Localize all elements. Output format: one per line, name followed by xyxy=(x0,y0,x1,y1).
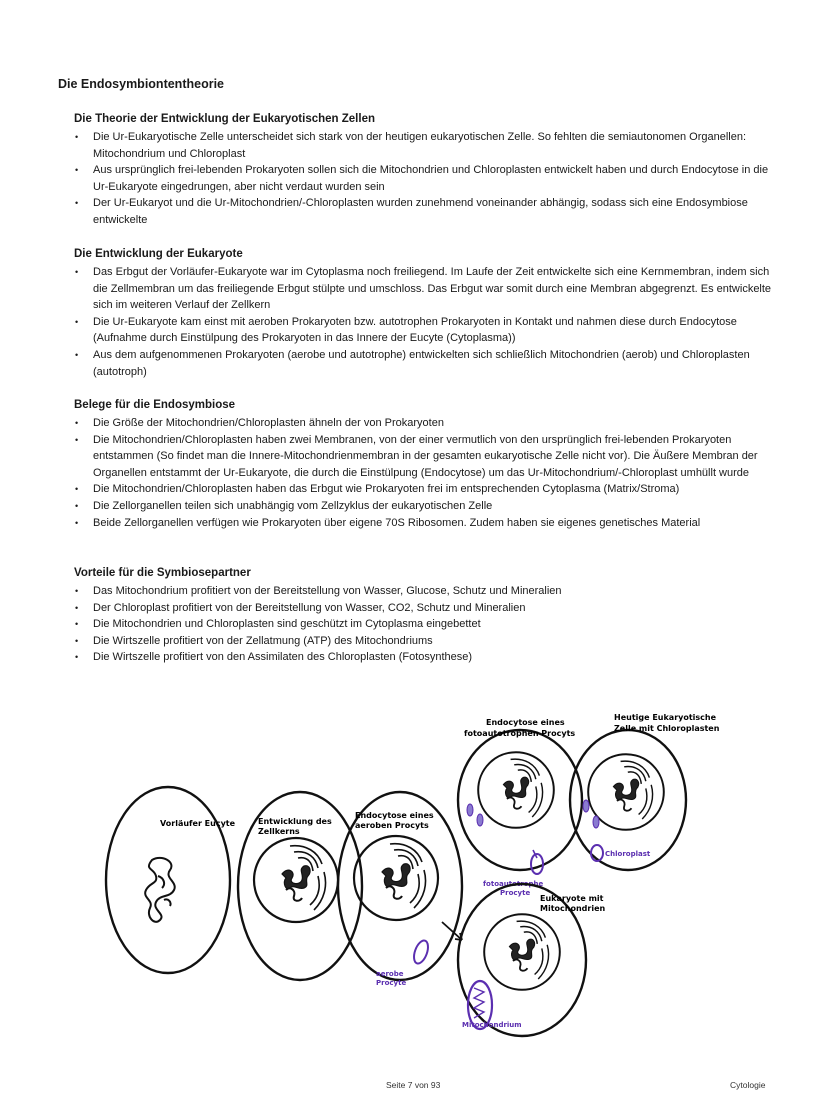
label-photo-1: Endocytose eines xyxy=(486,718,565,727)
section-heading: Vorteile für die Symbiosepartner xyxy=(74,567,251,579)
page-number: Seite 7 von 93 xyxy=(386,1080,441,1090)
label-photo-2: fotoautotrophen Procyts xyxy=(464,729,576,738)
section-theory xyxy=(74,113,774,229)
list-item: • Das Mitochondrium profitiert von der Bereitstellung von Wasser, Glucose, Schutz und Mineralien xyxy=(74,583,774,600)
list-item: • Die Wirtszelle profitiert von der Zellatmung (ATP) des Mitochondriums xyxy=(74,633,774,650)
list-item: • Aus ursprünglich frei-lebenden Prokaryoten sollen sich die Mitochondrien und Chloroplasten entwickelt haben und durch Endocytose in die Ur-Eukaryote eingedrungen, aber nicht verdaut wurden sein xyxy=(74,162,774,195)
list-item: • Aus dem aufgenommenen Prokaryoten (aerobe und autotrophe) entwickelten sich schließlich Mitochondrien (aerob) und Chloroplasten (autotroph) xyxy=(74,347,774,380)
label-mito-cell-2: Mitochondrien xyxy=(540,904,606,913)
section-advantages xyxy=(74,567,774,666)
label-nucleus-dev-1: Entwicklung des xyxy=(258,817,332,826)
cell-modern-chloroplast xyxy=(570,713,720,870)
cell-precursor xyxy=(106,787,236,973)
cell-phototrophic-endocytosis xyxy=(458,718,582,897)
label-photo-procyte-2: Procyte xyxy=(500,889,531,897)
cell-aerobic-endocytosis xyxy=(338,792,462,987)
list-item: • Das Erbgut der Vorläufer-Eukaryote war im Cytoplasma noch freiliegend. Im Laufe der Zeit entwickelte sich eine Kernmembran, indem sich die Zellmembran um das freiliegende Erbgut stülpte und umschloss. Das Erbgut war somit durch eine Membran abgegrenzt. Es entwickelte sich im weiteren Verlauf der Zellkern xyxy=(74,264,774,314)
label-mito-cell-1: Eukaryote mit xyxy=(540,894,604,903)
label-aerobic-procyte-1: aerobe xyxy=(376,970,404,978)
list-item: • Beide Zellorganellen verfügen wie Prokaryoten über eigene 70S Ribosomen. Zudem haben sie eigenes genetisches Material xyxy=(74,515,774,532)
label-aerobic-procyte-2: Procyte xyxy=(376,979,407,987)
section-evidence xyxy=(74,399,774,531)
list-item: • Die Mitochondrien/Chloroplasten haben das Erbgut wie Prokaryoten frei im entsprechenden Cytoplasma (Matrix/Stroma) xyxy=(74,481,774,498)
label-mitochondrium: Mitochondrium xyxy=(462,1021,522,1029)
label-photo-procyte-1: fotoautotrophe xyxy=(483,880,544,888)
cell-nucleus-development xyxy=(238,792,362,980)
section-heading: Die Entwicklung der Eukaryote xyxy=(74,248,243,260)
section-heading: Die Theorie der Entwicklung der Eukaryotischen Zellen xyxy=(74,113,375,125)
list-item: • Der Ur-Eukaryot und die Ur-Mitochondrien/-Chloroplasten wurden zunehmend voneinander abhängig, sodass sich eine Endosymbiose entwickelte xyxy=(74,195,774,228)
subject-label: Cytologie xyxy=(730,1080,766,1090)
endosymbiosis-diagram xyxy=(0,690,828,1050)
list-item: • Die Wirtszelle profitiert von den Assimilaten des Chloroplasten (Fotosynthese) xyxy=(74,649,774,666)
label-precursor: Vorläufer Eucyte xyxy=(160,819,236,828)
bullet-list xyxy=(74,129,774,229)
page-title: Die Endosymbiontentheorie xyxy=(58,77,224,91)
label-aerobic-2: aeroben Procyts xyxy=(355,821,429,830)
section-development xyxy=(74,248,774,380)
bullet-list xyxy=(74,415,774,531)
label-nucleus-dev-2: Zellkerns xyxy=(258,827,300,836)
list-item: • Die Mitochondrien/Chloroplasten haben zwei Membranen, von der einer vermutlich von den ursprünglich frei-lebenden Prokaryoten entstammen (So findet man die Innere-Mitochondrienmembran in der gesamten eukaryotische Zelle nicht vor). Die Äußere Membran der Organellen entstammt der Ur-Eukaryote, die durch die Einstülpung (Endocytose) um das Ur-Mitochondrium/-Chloroplast umhüllt wurde xyxy=(74,432,774,482)
label-chloroplast: Chloroplast xyxy=(605,850,651,858)
section-heading: Belege für die Endosymbiose xyxy=(74,399,236,411)
label-aerobic-1: Endocytose eines xyxy=(355,811,434,820)
list-item: • Die Ur-Eukaryotische Zelle unterscheidet sich stark von der heutigen eukaryotischen Zelle. So fehlten die semiautonomen Organellen: Mitochondrium und Chloroplast xyxy=(74,129,774,162)
bullet-list xyxy=(74,264,774,380)
bullet-list xyxy=(74,583,774,666)
label-modern-1: Heutige Eukaryotische xyxy=(614,713,717,722)
list-item: • Die Ur-Eukaryote kam einst mit aeroben Prokaryoten bzw. autotrophen Prokaryoten in Kontakt und nahmen diese durch Endocytose (Aufnahme durch Einstülpung des Prokaryoten in das Innere der Eucyte (Cytoplasma)) xyxy=(74,314,774,347)
list-item: • Der Chloroplast profitiert von der Bereitstellung von Wasser, CO2, Schutz und Mineralien xyxy=(74,600,774,617)
cell-mitochondria xyxy=(458,884,605,1036)
list-item: • Die Zellorganellen teilen sich unabhängig vom Zellzyklus der eukaryotischen Zelle xyxy=(74,498,774,515)
list-item: • Die Größe der Mitochondrien/Chloroplasten ähneln der von Prokaryoten xyxy=(74,415,774,432)
list-item: • Die Mitochondrien und Chloroplasten sind geschützt im Cytoplasma eingebettet xyxy=(74,616,774,633)
label-modern-2: Zelle mit Chloroplasten xyxy=(614,724,720,733)
